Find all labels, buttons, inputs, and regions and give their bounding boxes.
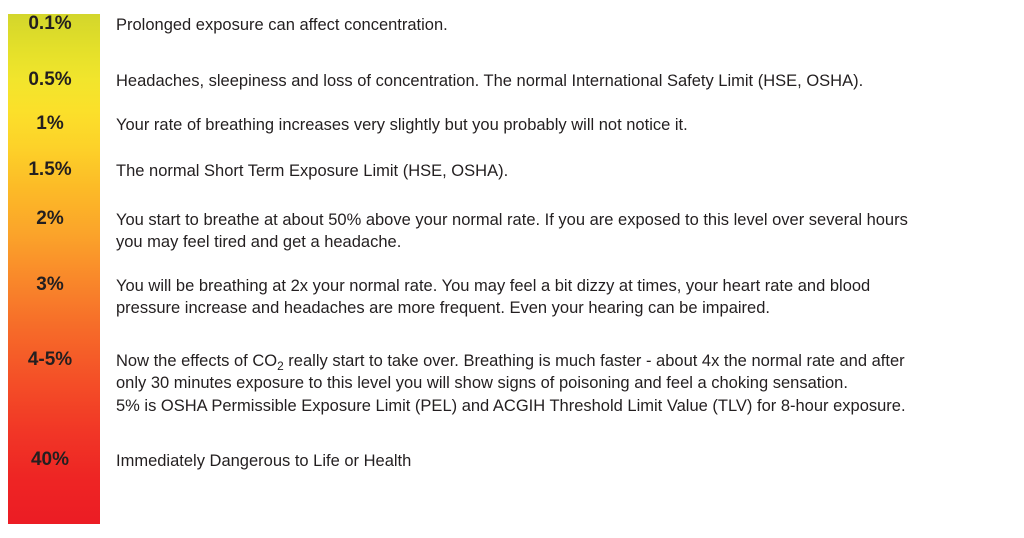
effect-description xyxy=(100,70,1024,92)
effect-description xyxy=(100,209,1024,254)
concentration-level-label: 0.1% xyxy=(28,13,72,34)
effect-description xyxy=(100,275,1024,320)
effect-description-line: Now the effects of $CO_2$ really start to take over. Breathing is much faster - about 4x the normal rate and after xyxy=(116,352,905,373)
concentration-level-label: 0.5% xyxy=(28,69,72,90)
exposure-row xyxy=(0,350,1024,417)
effect-description-line: You start to breathe at about 50% above your normal rate. If you are exposed to this level over several hours xyxy=(116,211,908,229)
effect-description-line: Headaches, sleepiness and loss of concentration. The normal International Safety Limit (HSE, OSHA). xyxy=(116,72,864,90)
concentration-level-label: 4-5% xyxy=(27,349,73,370)
exposure-row xyxy=(0,70,1024,92)
exposure-row xyxy=(0,450,1024,472)
effect-description xyxy=(100,14,1024,36)
exposure-row xyxy=(0,114,1024,136)
effect-description-line: you may feel tired and get a headache. xyxy=(116,233,402,252)
effect-description-line: only 30 minutes exposure to this level you will show signs of poisoning and feel a choking sensation. xyxy=(116,374,848,393)
effect-description-line: Your rate of breathing increases very slightly but you probably will not notice it. xyxy=(116,116,688,134)
concentration-level-label: 1.5% xyxy=(28,159,72,180)
effect-description-line: Prolonged exposure can affect concentration. xyxy=(116,16,448,34)
effect-description-line: 5% is OSHA Permissible Exposure Limit (PEL) and ACGIH Threshold Limit Value (TLV) for 8-hour exposure. xyxy=(116,396,906,415)
effect-description-line: Immediately Dangerous to Life or Health xyxy=(116,452,412,470)
exposure-row xyxy=(0,275,1024,320)
exposure-row xyxy=(0,209,1024,254)
concentration-level-label: 1% xyxy=(36,113,64,134)
exposure-row xyxy=(0,14,1024,36)
concentration-level-label: 3% xyxy=(36,274,64,295)
concentration-level-label: 2% xyxy=(36,208,64,229)
effect-description xyxy=(100,160,1024,182)
effect-description xyxy=(100,350,1024,417)
effect-description-line: The normal Short Term Exposure Limit (HSE, OSHA). xyxy=(116,162,509,180)
concentration-level-label: 40% xyxy=(30,449,70,470)
effect-description xyxy=(100,450,1024,472)
exposure-rows xyxy=(0,14,1024,524)
effect-description xyxy=(100,114,1024,136)
exposure-row xyxy=(0,160,1024,182)
effect-description-line: pressure increase and headaches are more frequent. Even your hearing can be impaired. xyxy=(116,299,770,318)
effect-description-line: You will be breathing at 2x your normal rate. You may feel a bit dizzy at times, your heart rate and blood xyxy=(116,277,871,295)
